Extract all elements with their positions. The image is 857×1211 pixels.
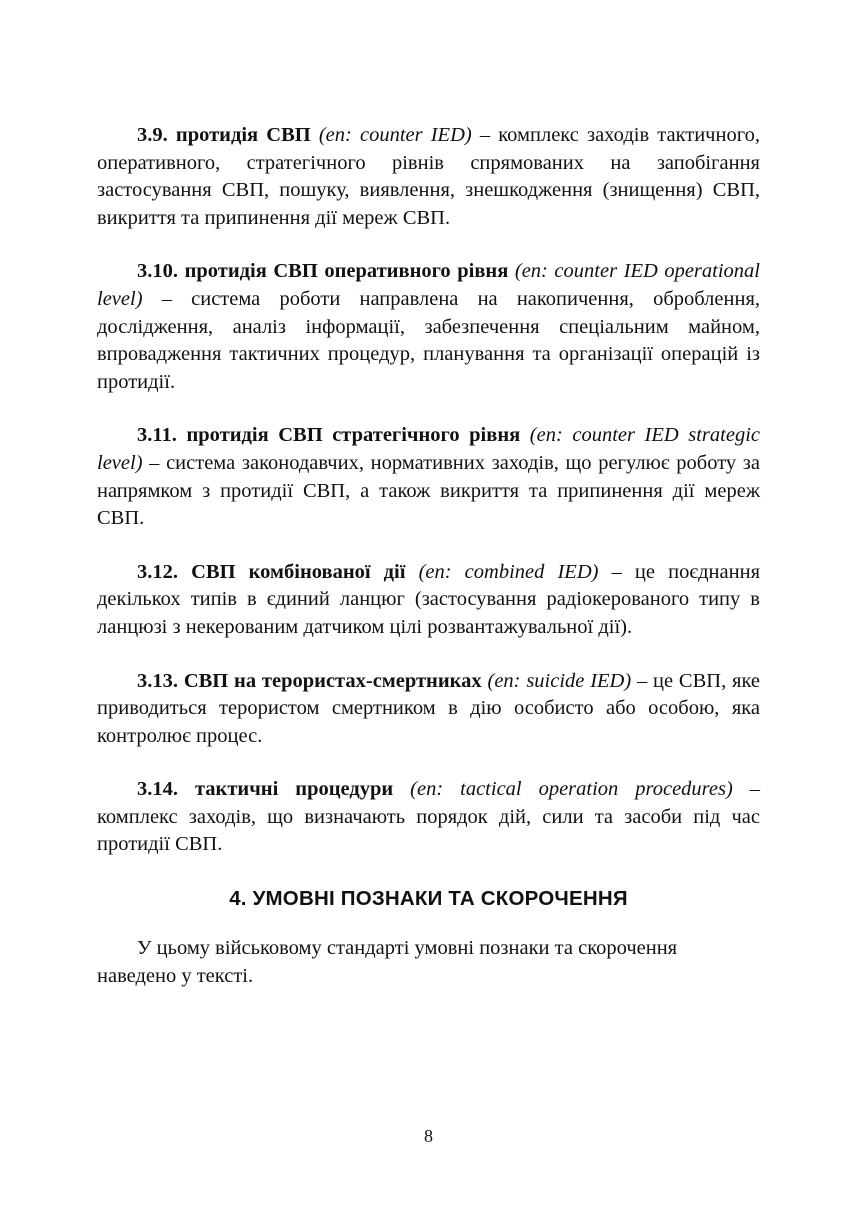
term-number: 3.11. (137, 424, 177, 447)
term-english: (en: counter IED) (318, 124, 472, 146)
term-number: 3.9. (137, 124, 168, 146)
term-number: 3.10. (137, 260, 178, 283)
term-name: СВП комбінованої дії (191, 560, 406, 583)
term-text: – це СВП, яке приводиться терористом смертником в дію особисто або особою, яка контролює процес. (97, 669, 760, 747)
section-heading: 4. УМОВНІ ПОЗНАКИ ТА СКОРОЧЕННЯ (229, 887, 628, 911)
page-number: 8 (424, 1126, 433, 1146)
term-definition-3-10 (97, 258, 760, 396)
term-name: тактичні процедури (194, 778, 394, 801)
section-body: У цьому військовому стандарті умовні познаки та скорочення наведено у тексті. (97, 937, 678, 987)
term-definition-3-14 (97, 776, 760, 859)
term-name: протидія СВП оперативного рівня (184, 260, 509, 283)
term-definition-3-13 (97, 668, 760, 751)
term-number: 3.13. (137, 669, 178, 692)
term-text: – система роботи направлена на накопичення, оброблення, дослідження, аналіз інформації, забезпечення спеціальним майном, впровадження тактичних процедур, планування та організації операцій із протидії. (97, 287, 760, 393)
term-english: (en: tactical operation procedures) (410, 778, 733, 801)
term-text: – це поєднання декількох типів в єдиний ланцюг (застосування радіокерованого типу в ланцюзі з некерованим датчиком цілі розвантажувальної дії). (97, 560, 761, 638)
term-text: – система законодавчих, нормативних заходів, що регулює роботу за напрямком з протидії СВП, а також викриття та припинення дії мереж СВП. (97, 451, 761, 530)
document-page (97, 122, 760, 990)
term-english: (en: suicide IED) (487, 669, 632, 692)
term-definition-3-11 (97, 422, 760, 532)
term-text: – комплекс заходів тактичного, оперативного, стратегічного рівнів спрямованих на запобігання застосування СВП, пошуку, виявлення, знешкодження (знищення) СВП, викриття та припинення дії мереж СВП. (97, 124, 760, 229)
term-name: протидія СВП (175, 124, 311, 146)
term-name: СВП на терористах-смертниках (183, 669, 482, 692)
term-definition-3-12 (97, 559, 760, 642)
term-english: (en: counter IED operational level) (97, 260, 760, 310)
term-definition-3-9 (97, 122, 760, 232)
term-number: 3.14. (137, 778, 178, 801)
term-name: протидія СВП стратегічного рівня (186, 424, 521, 447)
term-number: 3.12. (137, 560, 178, 583)
term-text: – комплекс заходів, що визначають порядок дій, сили та засоби під час протидії СВП. (97, 778, 761, 856)
term-english: (en: combined IED) (418, 560, 599, 583)
term-english: (en: counter IED strategic level) (97, 424, 760, 474)
